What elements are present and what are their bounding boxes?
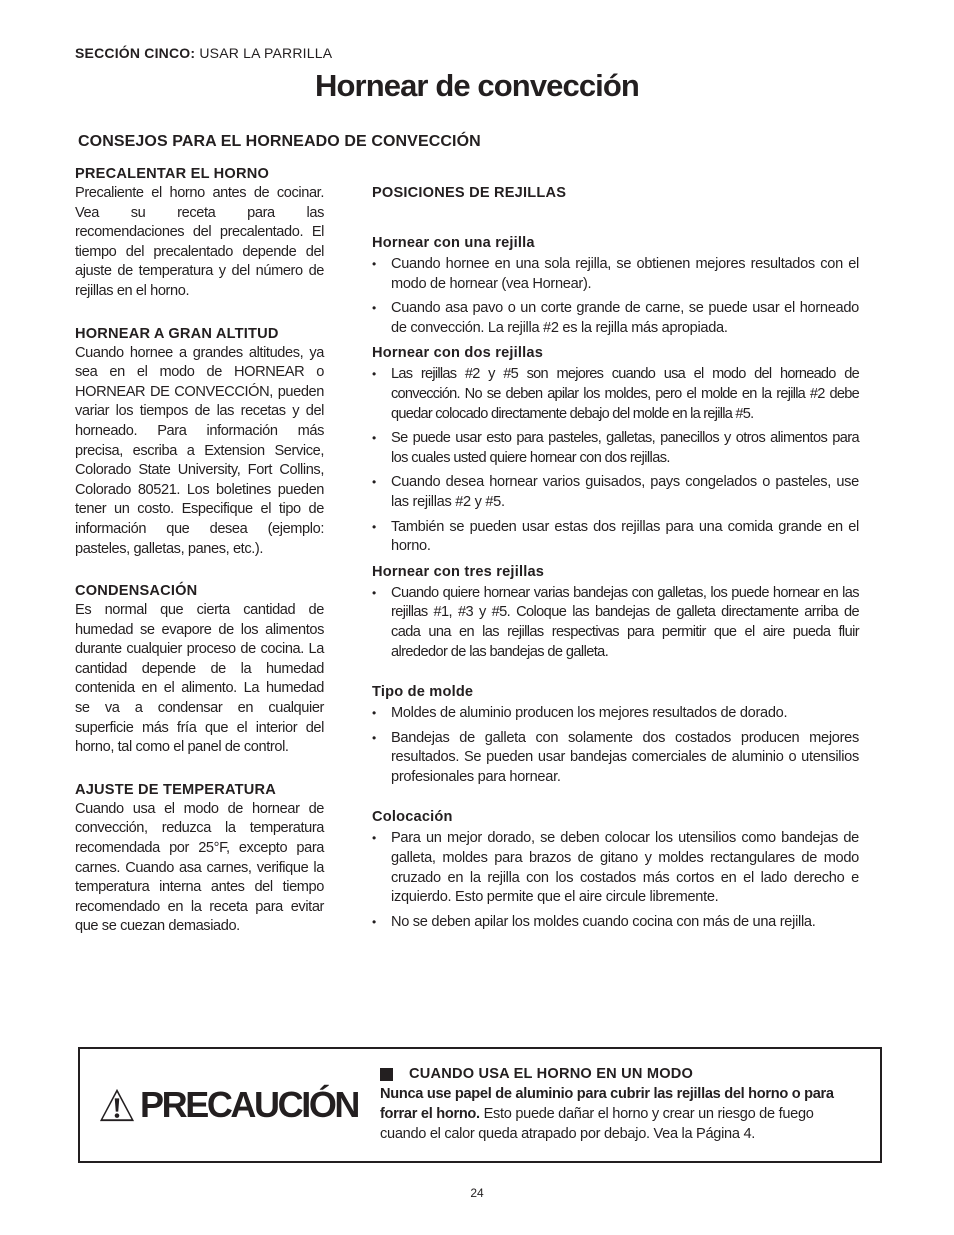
pan-type-section: [372, 682, 859, 787]
left-column: [75, 164, 324, 959]
caution-text: Esto puede dañar el horno y crear un riesgo de fuego cuando el calor queda atrapado por debajo. Vea la Página 4.: [380, 1106, 814, 1142]
bullet-list: [372, 829, 859, 932]
square-bullet-icon: [380, 1068, 393, 1081]
rack-positions-heading: POSICIONES DE REJILLAS: [372, 185, 567, 201]
bullet-list: [372, 584, 859, 662]
list-item: • Cuando desea hornear varios guisados, pays congelados o pasteles, use las rejillas #2 y #5.: [372, 474, 859, 510]
caution-heading-text: CUANDO USA EL HORNO EN UN MODO: [409, 1066, 694, 1082]
rack-section-two: [372, 343, 859, 556]
list-item: • Moldes de aluminio producen los mejores resultados de dorado.: [372, 704, 859, 724]
rack-section-heading: Tipo de molde: [372, 684, 474, 701]
tip-altitude: [75, 324, 324, 560]
caution-content: [380, 1064, 852, 1144]
page-title: Hornear de convección: [315, 68, 639, 103]
bullet-icon: •: [372, 706, 376, 721]
caution-body: [380, 1084, 852, 1144]
bullet-icon: •: [372, 475, 376, 490]
list-item: • Cuando asa pavo o un corte grande de carne, se puede usar el horneado de convección. La rejilla #2 es la rejilla más apropiada.: [372, 300, 859, 336]
section-label-name: USAR LA PARRILLA: [199, 45, 333, 61]
tip-text: Precaliente el horno antes de cocinar. Vea su receta para las recomendaciones del precalentado. El tiempo del precalentado depende del ajuste de temperatura y del número de rejillas en el horno.: [75, 185, 324, 299]
list-item: • Bandejas de galleta con solamente dos costados producen mejores resultados. Se pueden usar bandejas comerciales de aluminio o utensilios profesionales para hornear.: [372, 729, 859, 785]
tip-temperature: [75, 780, 324, 937]
rack-section-one: [372, 233, 859, 338]
bullet-icon: •: [372, 914, 376, 929]
bullet-icon: •: [372, 367, 376, 382]
tip-heading: CONDENSACIÓN: [75, 583, 198, 600]
rack-section-heading: Hornear con una rejilla: [372, 235, 535, 251]
bullet-icon: •: [372, 730, 376, 745]
bullet-icon: •: [372, 257, 376, 271]
list-item: • Para un mejor dorado, se deben colocar los utensilios como bandejas de galleta, moldes para brazos de gitano y moldes rectangulares de modo cruzado en la rejilla con los costados más cortos en el lado derecho e izquierdo. Esto permite que el aire circule libremente.: [372, 830, 859, 906]
caution-label: [98, 1085, 358, 1125]
section-label-bold: SECCIÓN CINCO:: [75, 45, 196, 61]
list-item: • Cuando quiere hornear varias bandejas con galletas, los puede hornear en las rejillas #1, #3 y #5. Coloque las bandejas de galleta directamente arriba de cada una en las rejillas respectivas para permitir que el aire pueda fluir alrededor de las bandejas de galleta.: [372, 584, 859, 660]
bullet-icon: •: [372, 831, 376, 846]
caution-word: PRECAUCIÓN: [140, 1084, 359, 1125]
bullet-icon: •: [372, 301, 376, 316]
caution-bold-text: Nunca use papel de aluminio para cubrir las rejillas del horno o para forrar el horno.: [380, 1086, 834, 1122]
placement-section: [372, 807, 859, 932]
rack-section-three: [372, 562, 859, 662]
rack-section-heading: Hornear con tres rejillas: [372, 563, 545, 580]
list-item: • También se pueden usar estas dos rejillas para una comida grande en el horno.: [372, 518, 859, 555]
tip-heading: HORNEAR A GRAN ALTITUD: [75, 325, 279, 342]
bullet-list: [372, 704, 859, 787]
warning-triangle-icon: [98, 1087, 136, 1123]
section-label: [75, 45, 332, 61]
main-heading: CONSEJOS PARA EL HORNEADO DE CONVECCIÓN: [78, 133, 481, 150]
tip-text: Cuando usa el modo de hornear de convección, reduzca la temperatura recomendada por 25°F, excepto para carnes. Cuando asa carnes, verifique la temperatura interna antes del tiempo recomendado en la receta para evitar que se cuezan demasiado.: [75, 800, 324, 935]
caution-heading: [380, 1064, 852, 1084]
tip-text: Es normal que cierta cantidad de humedad se evapore de los alimentos durante cualquier proceso de cocina. La cantidad depende de la humedad contenida en el alimento. La humedad se va a condensar en cualquier superficie más fría que el interior del horno, tal como el panel de control.: [75, 602, 324, 756]
list-item: • Se puede usar esto para pasteles, galletas, panecillos y otros alimentos para los cuales usted quiere hornear con dos rejillas.: [372, 430, 859, 466]
tip-text: Cuando hornee a grandes altitudes, ya sea en el modo de HORNEAR o HORNEAR DE CONVECCIÓN, pueden variar los tiempos de las recetas y del horneado. Para información más precisa, escriba a Extension Service, Colorado State University, Fort Collins, Colorado 80521. Los boletines pueden tener un costo. Especifique el tipo de información que desea (ejemplo: pasteles, galletas, panes, etc.).: [75, 344, 324, 557]
page-number: 24: [470, 1186, 484, 1200]
bullet-list: [372, 255, 859, 338]
bullet-icon: •: [372, 519, 376, 534]
list-item: • Las rejillas #2 y #5 son mejores cuando usa el modo del horneado de convección. No se deben apilar los moldes, pero el molde en la rejilla #2 debe quedar colocado directamente debajo del molde en la rejilla #5.: [372, 366, 859, 422]
rack-section-heading: Hornear con dos rejillas: [372, 345, 544, 362]
tip-condensation: [75, 581, 324, 758]
bullet-icon: •: [372, 585, 376, 600]
tip-heading: AJUSTE DE TEMPERATURA: [75, 781, 276, 798]
right-column: [372, 183, 859, 937]
list-item: • Cuando hornee en una sola rejilla, se obtienen mejores resultados con el modo de hornear (vea Hornear).: [372, 256, 859, 292]
list-item: • No se deben apilar los moldes cuando cocina con más de una rejilla.: [372, 913, 859, 933]
caution-box: [78, 1047, 882, 1163]
rack-section-heading: Colocación: [372, 809, 453, 826]
tip-heading: PRECALENTAR EL HORNO: [75, 166, 269, 182]
bullet-icon: •: [372, 431, 376, 446]
bullet-list: [372, 365, 859, 556]
tip-preheat: [75, 164, 324, 302]
